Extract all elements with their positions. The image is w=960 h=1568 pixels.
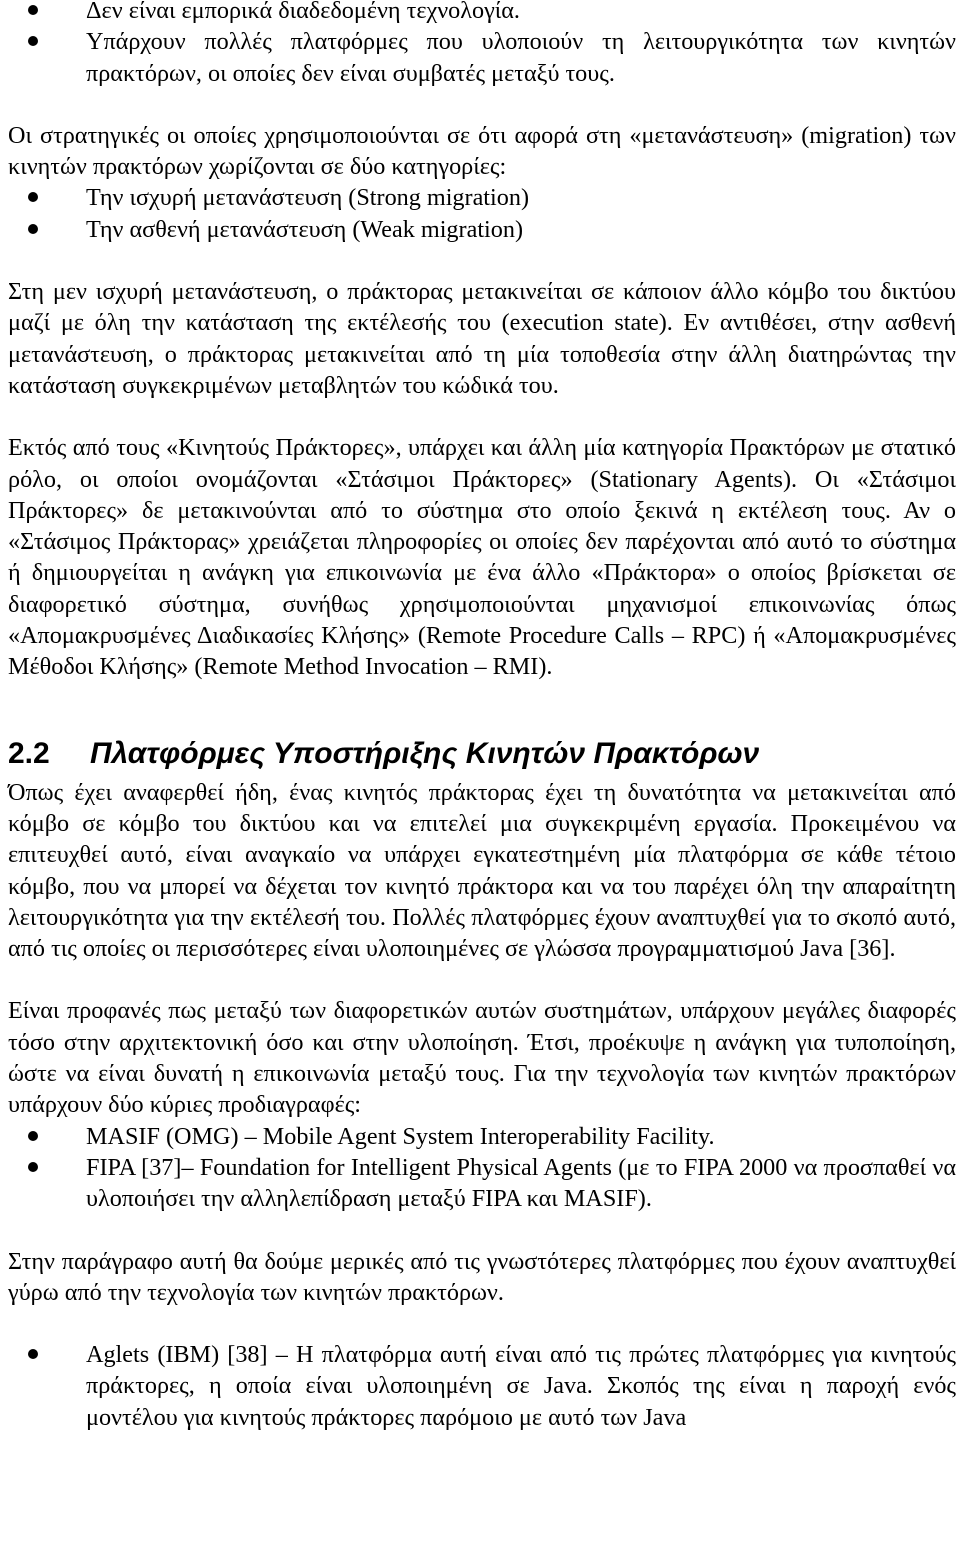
- list-item-text: Υπάρχουν πολλές πλατφόρμες που υλοποιούν τη λειτουργικότητα των κινητών πρακτόρων, οι οποίες δεν είναι συμβατές μεταξύ τους.: [86, 28, 956, 87]
- bullet-list-specifications: [8, 1121, 956, 1215]
- paragraph-stationary-agents: Εκτός από τους «Κινητούς Πράκτορες», υπάρχει και άλλη μία κατηγορία Πρακτόρων με στατικό ρόλο, οι οποίοι ονομάζονται «Στάσιμοι Πράκτορες» (Stationary Agents). Οι «Στάσιμοι Πράκτορες» δε μετακινούνται από το σύστημα στο οποίο ξεκινά η εκτέλεση τους. Αν ο «Στάσιμος Πράκτορας» χρειάζεται πληροφορίες οι οποίες δεν παρέχονται από αυτό το σύστημα ή δημιουργείται η ανάγκη για επικοινωνία με ένα άλλο «Πράκτορα» ο οποίος βρίσκεται σε διαφορετικό σύστημα, συνήθως χρησιμοποιούνται μηχανισμοί επικοινωνίας όπως «Απομακρυσμένες Διαδικασίες Κλήσης» (Remote Procedure Calls – RPC) ή «Απομακρυσμένες Μέθοδοι Κλήσης» (Remote Method Invocation – RMI).: [8, 434, 956, 681]
- section-number: 2.2: [8, 736, 50, 770]
- paragraph-known-platforms: Στην παράγραφο αυτή θα δούμε μερικές από τις γνωστότερες πλατφόρμες που έχουν αναπτυχθεί γύρω από την τεχνολογία των κινητών πρακτόρων.: [8, 1247, 956, 1306]
- bullet-list-platforms: [8, 1339, 956, 1433]
- bullet-list-drawbacks: [8, 0, 956, 89]
- list-item: [86, 1152, 956, 1215]
- list-item: [86, 0, 956, 26]
- list-item: [86, 214, 956, 245]
- list-item: [86, 26, 956, 89]
- bullet-icon: [28, 192, 38, 202]
- bullet-icon: [28, 1131, 38, 1141]
- section-title: Πλατφόρμες Υποστήριξης Κινητών Πρακτόρων: [90, 736, 760, 770]
- list-item-text: FIPA [37]– Foundation for Intelligent Physical Agents (με το FIPA 2000 να προσπαθεί να υλοποιήσει την αλληλεπίδραση μεταξύ FIPA και MASIF).: [86, 1153, 956, 1213]
- list-item-text: MASIF (OMG) – Mobile Agent System Interoperability Facility.: [86, 1122, 715, 1150]
- paragraph-platforms: Όπως έχει αναφερθεί ήδη, ένας κινητός πράκτορας έχει τη δυνατότητα να μετακινείται από κόμβο σε κόμβο του δικτύου και να επιτελεί μια συγκεκριμένη εργασία. Προκειμένου να επιτευχθεί αυτό, είναι αναγκαίο να υπάρχει εγκατεστημένη μία πλατφόρμα σε κάθε τέτοιο κόμβο, που να μπορεί να δέχεται τον κινητό πράκτορα και να του παρέχει όλη την απαραίτητη λειτουργικότητα για την εκτέλεσή του. Πολλές πλατφόρμες έχουν αναπτυχθεί για το σκοπό αυτό, από τις οποίες οι περισσότερες είναι υλοποιημένες σε γλώσσα προγραμματισμού Java [36].: [8, 778, 956, 963]
- section-heading: [8, 731, 956, 777]
- list-item-text: Δεν είναι εμπορικά διαδεδομένη τεχνολογία.: [86, 0, 520, 24]
- bullet-icon: [28, 5, 38, 15]
- paragraph-strong-weak-migration: Στη μεν ισχυρή μετανάστευση, ο πράκτορας μετακινείται σε κάποιον άλλο κόμβο του δικτύου μαζί με όλη την κατάσταση της εκτέλεσής του (execution state). Εν αντιθέσει, στην ασθενή μετανάστευση, ο πράκτορας μετακινείται από τη μία τοποθεσία στην άλλη διατηρώντας την κατάσταση συγκεκριμένων μεταβλητών του κώδικά του.: [8, 278, 956, 399]
- list-item: [86, 1121, 956, 1152]
- bullet-icon: [28, 1162, 38, 1172]
- bullet-list-migration: [8, 182, 956, 245]
- paragraph-strategies: Οι στρατηγικές οι οποίες χρησιμοποιούνται σε ότι αφορά στη «μετανάστευση» (migration) των κινητών πρακτόρων χωρίζονται σε δύο κατηγορίες:: [8, 121, 956, 181]
- list-item: [86, 182, 956, 213]
- bullet-icon: [28, 224, 38, 234]
- list-item-text: Aglets (IBM) [38] – Η πλατφόρμα αυτή είναι από τις πρώτες πλατφόρμες για κινητούς πράκτορες, η οποία είναι υλοποιημένη σε Java. Σκοπός της είναι η παροχή ενός μοντέλου για κινητούς πράκτορες παρόμοιο με αυτό των Java: [86, 1341, 956, 1431]
- list-item: [86, 1339, 956, 1433]
- list-item-text: Την ασθενή μετανάστευση (Weak migration): [86, 215, 524, 243]
- bullet-icon: [28, 1349, 38, 1359]
- paragraph-differences: Είναι προφανές πως μεταξύ των διαφορετικών αυτών συστημάτων, υπάρχουν μεγάλες διαφορές τόσο στην αρχιτεκτονική όσο και στην υλοποίηση. Έτσι, προέκυψε η ανάγκη για τυποποίηση, ώστε να είναι δυνατή η επικοινωνία μεταξύ τους. Για την τεχνολογία των κινητών πρακτόρων υπάρχουν δύο κύριες προδιαγραφές:: [8, 997, 956, 1119]
- list-item-text: Την ισχυρή μετανάστευση (Strong migration): [86, 184, 529, 212]
- document-page: [8, 0, 956, 1433]
- bullet-icon: [28, 36, 38, 46]
